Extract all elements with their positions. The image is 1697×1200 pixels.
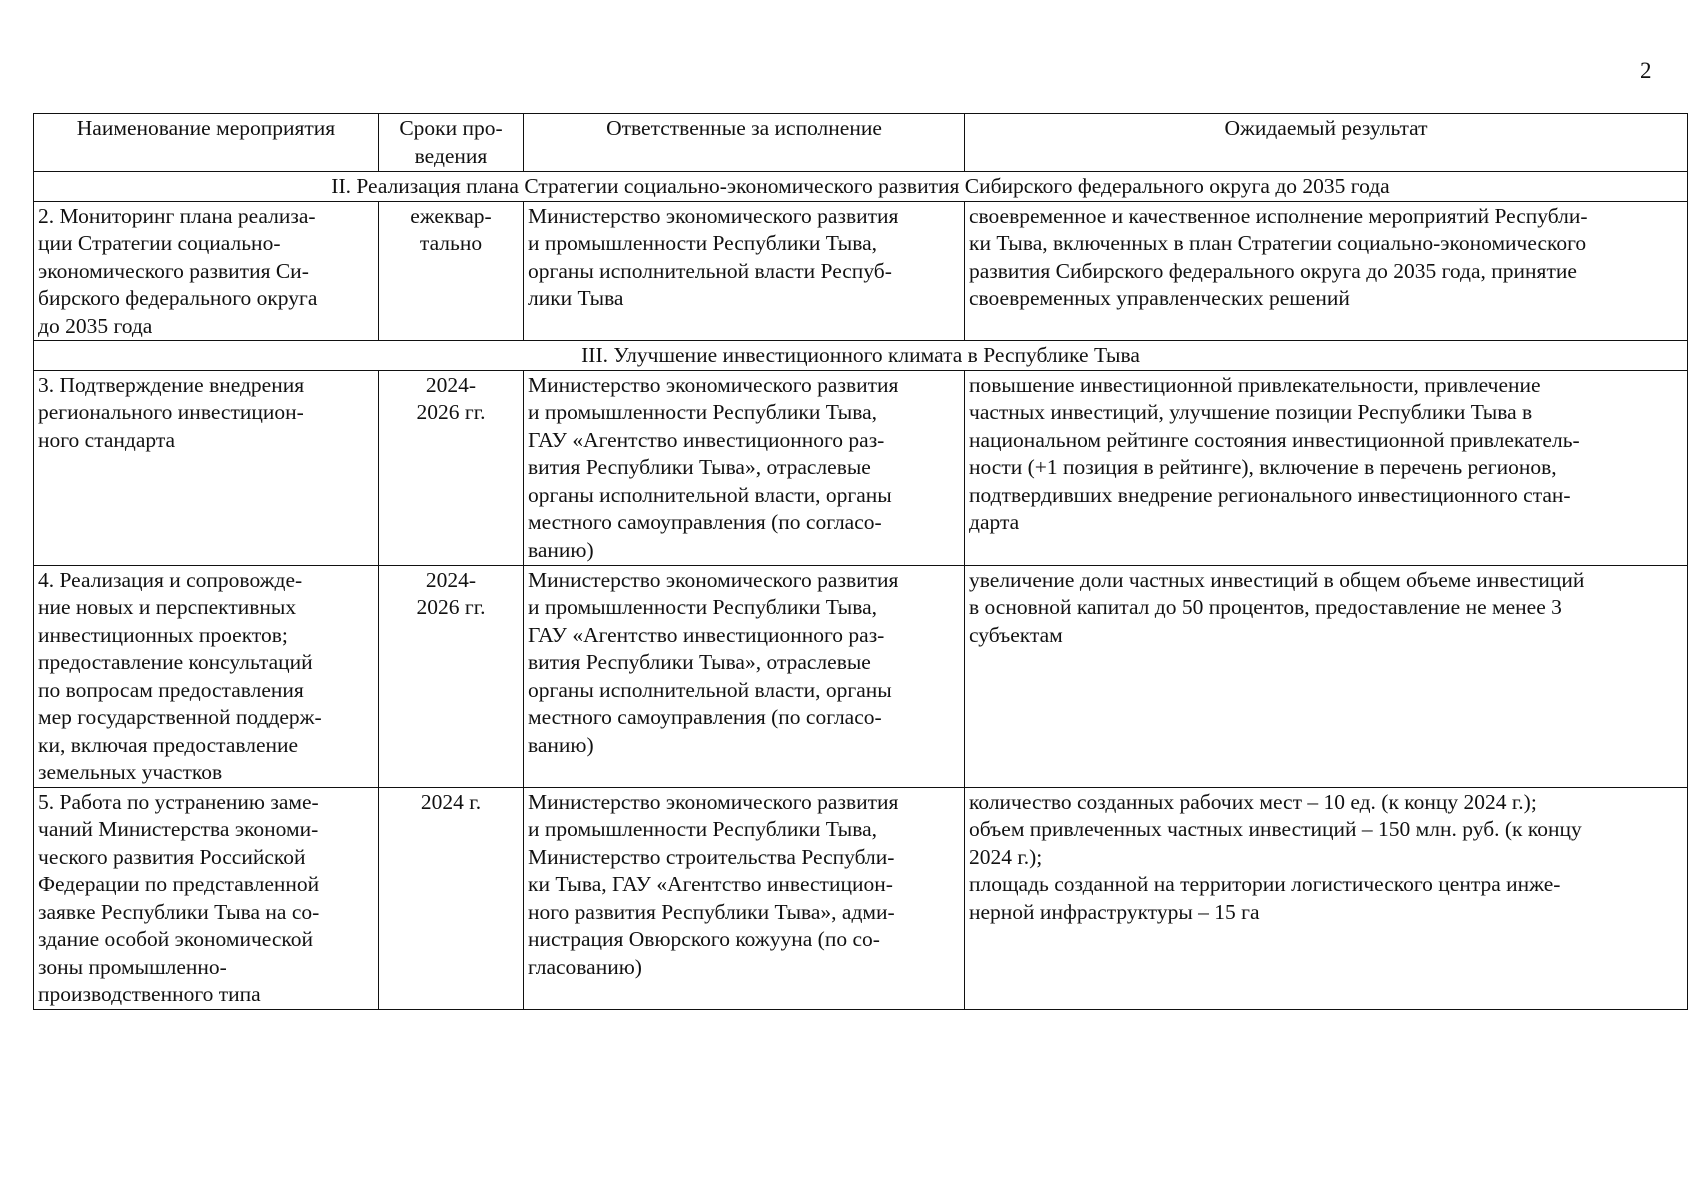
page-number: 2: [1640, 58, 1652, 83]
header-expected-result: Ожидаемый результат: [965, 114, 1688, 172]
section-title: III. Улучшение инвестиционного климата в Республике Тыва: [34, 341, 1688, 371]
result-cell: своевременное и качественное исполнение мероприятий Республи- ки Тыва, включенных в план Стратегии социально-экономического развития Сибирского федерального округа до 2035 года, принятие своевременных управленческих решений: [965, 201, 1688, 341]
term-cell: 2024- 2026 гг.: [379, 370, 524, 565]
result-cell: повышение инвестиционной привлекательности, привлечение частных инвестиций, улучшение позиции Республики Тыва в национальном рейтинге состояния инвестиционной привлекатель- ности (+1 позиция в рейтинге), включение в перечень регионов, подтвердивших внедрение регионального инвестиционного стан- дарта: [965, 370, 1688, 565]
event-name-cell: 3. Подтверждение внедрения регионального инвестицион- ного стандарта: [34, 370, 379, 565]
header-responsible: Ответственные за исполнение: [524, 114, 965, 172]
event-name-cell: 4. Реализация и сопровожде- ние новых и перспективных инвестиционных проектов; предоставление консультаций по вопросам предоставления мер государственной поддерж- ки, включая предоставление земельных участков: [34, 565, 379, 787]
responsible-cell: Министерство экономического развития и промышленности Республики Тыва, ГАУ «Агентство инвестиционного раз- вития Республики Тыва», отраслевые органы исполнительной власти, органы местного самоуправления (по согласо- ванию): [524, 565, 965, 787]
table-row: [34, 370, 1688, 565]
header-terms: Сроки про- ведения: [379, 114, 524, 172]
responsible-cell: Министерство экономического развития и промышленности Республики Тыва, Министерство строительства Республи- ки Тыва, ГАУ «Агентство инвестицион- ного развития Республики Тыва», адми- нистрация Овюрского кожууна (по со- гласованию): [524, 787, 965, 1009]
term-cell: ежеквар- тально: [379, 201, 524, 341]
term-cell: 2024 г.: [379, 787, 524, 1009]
responsible-cell: Министерство экономического развития и промышленности Республики Тыва, ГАУ «Агентство инвестиционного раз- вития Республики Тыва», отраслевые органы исполнительной власти, органы местного самоуправления (по согласо- ванию): [524, 370, 965, 565]
table-row: [34, 201, 1688, 341]
event-name-cell: 2. Мониторинг плана реализа- ции Стратегии социально- экономического развития Си- бирского федерального округа до 2035 года: [34, 201, 379, 341]
responsible-cell: Министерство экономического развития и промышленности Республики Тыва, органы исполнительной власти Респуб- лики Тыва: [524, 201, 965, 341]
result-cell: увеличение доли частных инвестиций в общем объеме инвестиций в основной капитал до 50 процентов, предоставление не менее 3 субъектам: [965, 565, 1688, 787]
event-name-cell: 5. Работа по устранению заме- чаний Министерства экономи- ческого развития Российской Федерации по представленной заявке Республики Тыва на со- здание особой экономической зоны промышленно- производственного типа: [34, 787, 379, 1009]
table-row: [34, 565, 1688, 787]
section-row: [34, 172, 1688, 202]
header-event-name: Наименование мероприятия: [34, 114, 379, 172]
events-plan-table: [33, 113, 1688, 1010]
term-cell: 2024- 2026 гг.: [379, 565, 524, 787]
result-cell: количество созданных рабочих мест – 10 ед. (к концу 2024 г.); объем привлеченных частных инвестиций – 150 млн. руб. (к концу 2024 г.); площадь созданной на территории логистического центра инже- нерной инфраструктуры – 15 га: [965, 787, 1688, 1009]
table-header-row: [34, 114, 1688, 172]
section-row: [34, 341, 1688, 371]
section-title: II. Реализация плана Стратегии социально-экономического развития Сибирского федерального округа до 2035 года: [34, 172, 1688, 202]
table-row: [34, 787, 1688, 1009]
